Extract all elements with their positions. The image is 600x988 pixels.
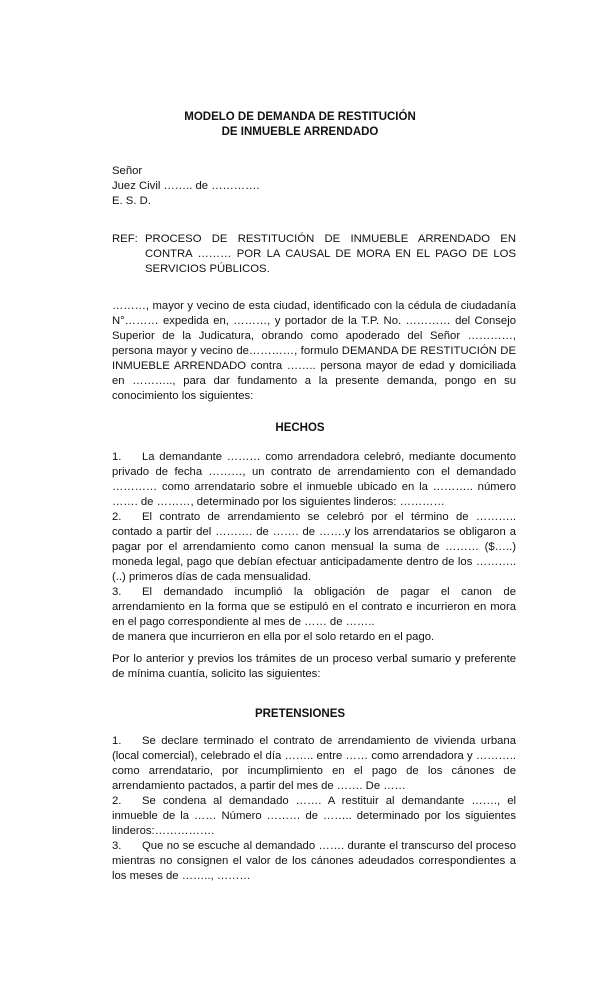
list-item [112,510,516,585]
item-number: 3. [112,840,122,852]
section-heading-pretensiones: PRETENSIONES [254,708,346,720]
addressee-line: Señor [112,165,143,177]
addressee-line: E. S. D. [112,195,151,207]
list-item [112,450,516,510]
list-item [112,839,516,884]
addressee-line: Juez Civil …….. de …………. [112,180,260,192]
transition-paragraph: Por lo anterior y previos los trámites de un proceso verbal sumario y preferente de mínima cuantía, solicito las siguientes: [112,653,516,680]
section-heading-hechos: HECHOS [275,422,325,434]
addressee-block [112,164,516,209]
hechos-tail: de manera que incurrieron en ella por el solo retardo en el pago. [112,631,435,643]
item-text: Que no se escuche al demandado ……. durante el transcurso del proceso mientras no consignen el valor de los cánones adeudados correspondientes a los meses de …….., ……… [112,840,516,882]
list-item [112,794,516,839]
pretensiones-list [112,734,516,884]
document-title-line-1: MODELO DE DEMANDA DE RESTITUCIÓN [184,111,416,123]
ref-text: PROCESO DE RESTITUCIÓN DE INMUEBLE ARRENDADO EN CONTRA ……… POR LA CAUSAL DE MORA EN EL PAGO DE LOS SERVICIOS PÚBLICOS. [145,233,516,275]
item-text: El demandado incumplió la obligación de pagar el canon de arrendamiento en la forma que se estipuló en el contrato e incurrieron en mora en el pago correspondiente al mes de …… de …….. [112,586,516,628]
item-number: 2. [112,795,122,807]
ref-label: REF: [112,233,138,245]
item-number: 3. [112,586,122,598]
item-number: 2. [112,511,122,523]
list-item [112,585,516,630]
item-number: 1. [112,735,122,747]
hechos-list [112,450,516,645]
document-title-line-2: DE INMUEBLE ARRENDADO [221,126,379,138]
intro-paragraph: ………, mayor y vecino de esta ciudad, identificado con la cédula de ciudadanía N°……… expedida en, ………, y portador de la T.P. No. ………… del Consejo Superior de la Judicatura, obrando como apoderado del Señor …………, persona mayor y vecino de…………, formulo DEMANDA DE RESTITUCIÓN DE INMUEBLE ARRENDADO contra …….. persona mayor de edad y domiciliada en ……….., para dar fundamento a la presente demanda, pongo en su conocimiento los siguientes: [112,300,516,402]
list-item [112,734,516,794]
item-text: Se condena al demandado ……. A restituir al demandante ……., el inmueble de la …… Número ……… de …….. determinado por los siguientes linderos:……………. [112,795,516,837]
item-text: El contrato de arrendamiento se celebró por el término de ……….. contado a partir del ………. de ……. de …….y los arrendatarios se obligaron a pagar por el arrendamiento como canon mensual la suma de ……… ($…..) moneda legal, pago que debían efectuar anticipadamente dentro de los ……….. (..) primeros días de cada mensualidad. [112,511,516,583]
reference-block [112,232,516,277]
item-text: La demandante ……… como arrendadora celebró, mediante documento privado de fecha ………, un contrato de arrendamiento con el demandado ………… como arrendatario sobre el inmueble ubicado en la ……….. número ……. de ………, determinado por los siguientes linderos: ………… [112,451,516,508]
item-number: 1. [112,451,122,463]
item-text: Se declare terminado el contrato de arrendamiento de vivienda urbana (local comercial), celebrado el día …….. entre …… como arrendadora y ……….. como arrendatario, por incumplimiento en el pago de los cánones de arrendamiento pactados, a partir del mes de ……. De …… [112,735,516,792]
